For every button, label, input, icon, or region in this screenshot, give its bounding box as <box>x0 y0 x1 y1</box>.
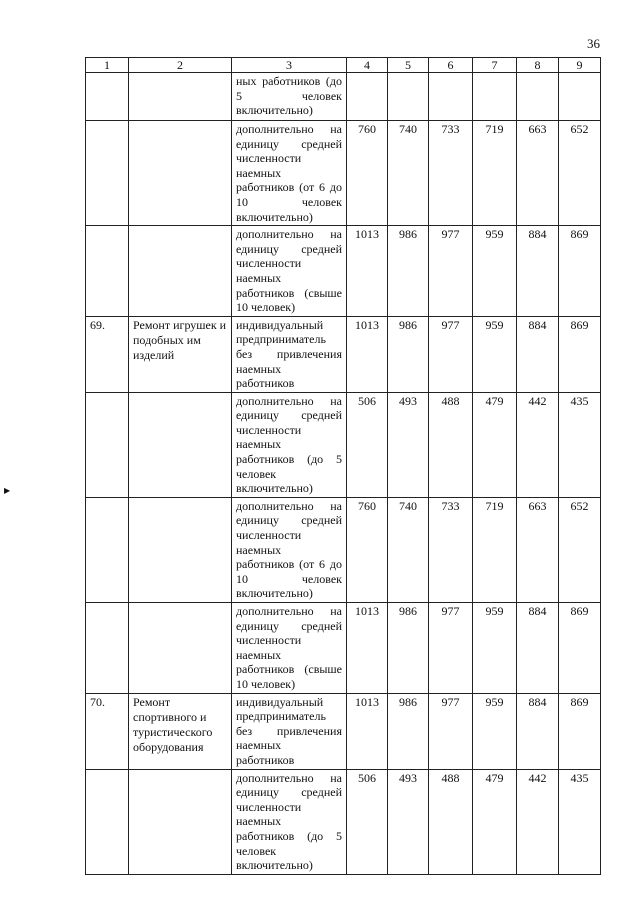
header-row <box>86 58 601 73</box>
value-cell <box>473 73 517 121</box>
value-cell: 959 <box>473 226 517 317</box>
service-name <box>129 769 232 874</box>
value-cell: 740 <box>388 121 429 226</box>
row-description: дополнительно на единицу средней численности наемных работников (до 5 человек включительно) <box>232 392 347 497</box>
column-header: 8 <box>517 58 559 73</box>
table-row <box>86 603 601 694</box>
value-cell: 986 <box>388 226 429 317</box>
value-cell: 760 <box>347 121 388 226</box>
value-cell <box>517 73 559 121</box>
row-code: 69. <box>86 316 129 392</box>
rates-table <box>85 57 601 875</box>
value-cell: 869 <box>559 226 601 317</box>
value-cell: 442 <box>517 392 559 497</box>
service-name <box>129 226 232 317</box>
value-cell: 977 <box>429 316 473 392</box>
row-description: дополнительно на единицу средней численности наемных работников (от 6 до 10 человек включительно) <box>232 497 347 602</box>
value-cell: 663 <box>517 497 559 602</box>
table-row <box>86 226 601 317</box>
row-description: индивидуальный предприниматель без привлечения наемных работников <box>232 316 347 392</box>
row-description: ных работников (до 5 человек включительно) <box>232 73 347 121</box>
value-cell: 506 <box>347 769 388 874</box>
row-code <box>86 121 129 226</box>
column-header: 3 <box>232 58 347 73</box>
table-row <box>86 316 601 392</box>
value-cell: 959 <box>473 603 517 694</box>
value-cell: 884 <box>517 316 559 392</box>
value-cell: 1013 <box>347 226 388 317</box>
column-header: 7 <box>473 58 517 73</box>
service-name: Ремонт спортивного и туристического оборудования <box>129 693 232 769</box>
row-description: дополнительно на единицу средней численности наемных работников (от 6 до 10 человек включительно) <box>232 121 347 226</box>
value-cell: 652 <box>559 121 601 226</box>
column-header: 1 <box>86 58 129 73</box>
value-cell: 959 <box>473 316 517 392</box>
value-cell: 869 <box>559 603 601 694</box>
column-header: 4 <box>347 58 388 73</box>
value-cell: 977 <box>429 693 473 769</box>
table-row <box>86 769 601 874</box>
value-cell: 442 <box>517 769 559 874</box>
value-cell: 479 <box>473 769 517 874</box>
column-header: 6 <box>429 58 473 73</box>
row-code <box>86 392 129 497</box>
row-description: дополнительно на единицу средней численности наемных работников (свыше 10 человек) <box>232 603 347 694</box>
service-name: Ремонт игрушек и подобных им изделий <box>129 316 232 392</box>
value-cell: 760 <box>347 497 388 602</box>
service-name <box>129 73 232 121</box>
column-header: 9 <box>559 58 601 73</box>
row-code <box>86 603 129 694</box>
value-cell: 884 <box>517 603 559 694</box>
value-cell: 488 <box>429 392 473 497</box>
table-row <box>86 392 601 497</box>
scan-mark: ▶ <box>4 486 11 495</box>
value-cell: 488 <box>429 769 473 874</box>
value-cell: 869 <box>559 693 601 769</box>
value-cell: 986 <box>388 603 429 694</box>
value-cell: 740 <box>388 497 429 602</box>
table-row <box>86 73 601 121</box>
value-cell: 986 <box>388 693 429 769</box>
service-name <box>129 603 232 694</box>
row-code <box>86 226 129 317</box>
value-cell: 719 <box>473 121 517 226</box>
row-description: дополнительно на единицу средней численности наемных работников (до 5 человек включительно) <box>232 769 347 874</box>
service-name <box>129 497 232 602</box>
value-cell: 1013 <box>347 316 388 392</box>
column-header: 2 <box>129 58 232 73</box>
value-cell: 884 <box>517 226 559 317</box>
value-cell: 733 <box>429 121 473 226</box>
table-row <box>86 693 601 769</box>
value-cell: 977 <box>429 226 473 317</box>
value-cell: 652 <box>559 497 601 602</box>
value-cell <box>347 73 388 121</box>
value-cell: 986 <box>388 316 429 392</box>
value-cell: 719 <box>473 497 517 602</box>
value-cell: 869 <box>559 316 601 392</box>
service-name <box>129 121 232 226</box>
value-cell <box>429 73 473 121</box>
value-cell: 506 <box>347 392 388 497</box>
table-row <box>86 121 601 226</box>
row-code: 70. <box>86 693 129 769</box>
value-cell: 435 <box>559 769 601 874</box>
value-cell: 733 <box>429 497 473 602</box>
value-cell: 884 <box>517 693 559 769</box>
row-description: дополнительно на единицу средней численности наемных работников (свыше 10 человек) <box>232 226 347 317</box>
value-cell <box>388 73 429 121</box>
row-code <box>86 73 129 121</box>
value-cell: 435 <box>559 392 601 497</box>
value-cell: 663 <box>517 121 559 226</box>
value-cell: 479 <box>473 392 517 497</box>
column-header: 5 <box>388 58 429 73</box>
service-name <box>129 392 232 497</box>
row-code <box>86 497 129 602</box>
row-code <box>86 769 129 874</box>
value-cell: 493 <box>388 392 429 497</box>
value-cell: 959 <box>473 693 517 769</box>
value-cell: 493 <box>388 769 429 874</box>
value-cell <box>559 73 601 121</box>
value-cell: 1013 <box>347 693 388 769</box>
value-cell: 1013 <box>347 603 388 694</box>
page-number: 36 <box>587 36 600 51</box>
row-description: индивидуальный предприниматель без привлечения наемных работников <box>232 693 347 769</box>
table-row <box>86 497 601 602</box>
value-cell: 977 <box>429 603 473 694</box>
